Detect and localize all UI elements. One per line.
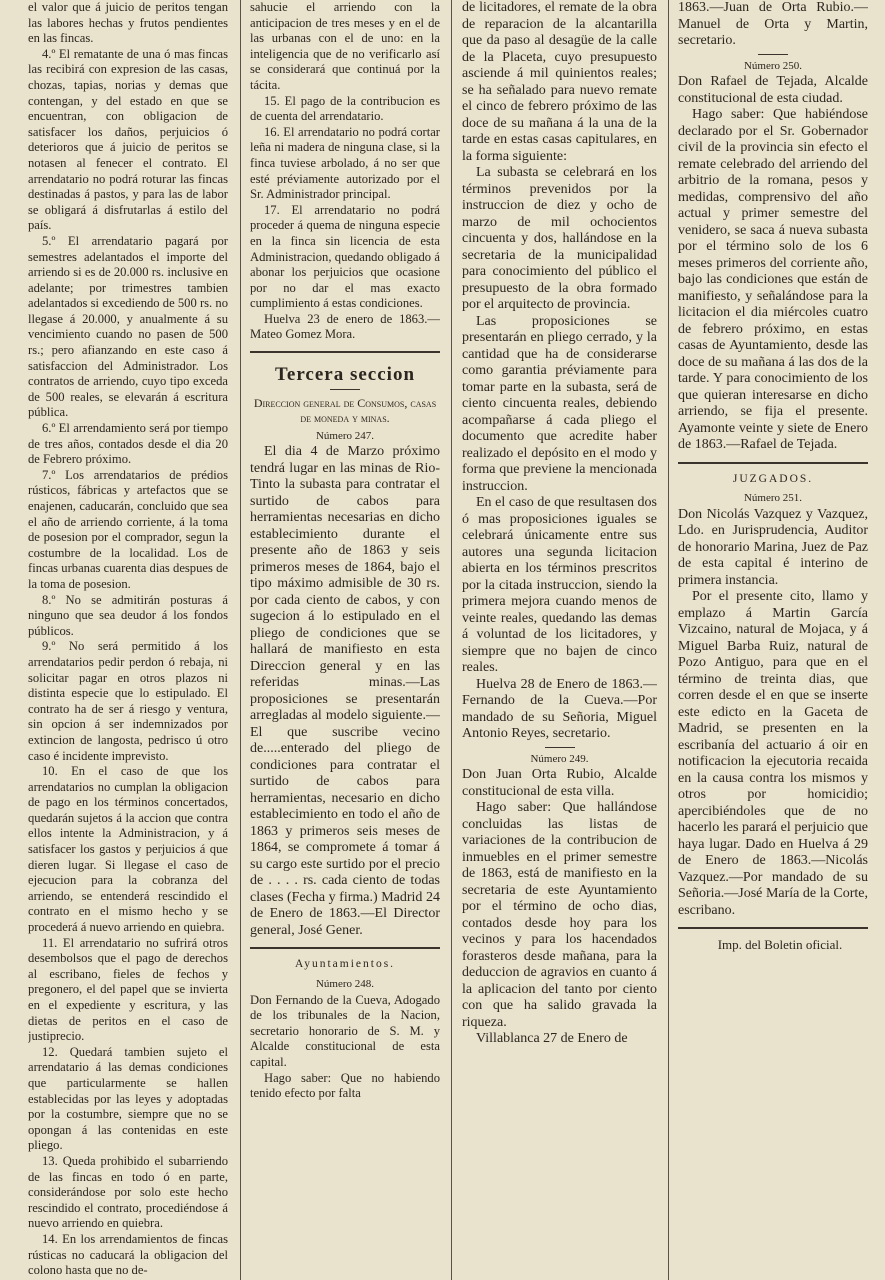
notice-number: Número 250. [743, 59, 803, 72]
notice-number: Número 249. [530, 752, 589, 765]
condition-4: 4.º El rematante de una ó mas fincas las recibirá con expresion de las casas, chozas, tapias, norias y demas que contengan, y del estado en que se encuentran, con obligacion de satisfacer los daños, perjuicios ó deterioros que á juicio de peritos se notasen al fenecer el contrato. El arrendatario no podrá roturar las fincas destinadas á pastos, y para las de labor se obligará á disfrutarlas á estilo del país. [28, 46, 228, 233]
condition-13: 13. Queda prohibido el subarriendo de las fincas en todo ó en parte, considerándose por solo este hecho rescindido el contrato, procediéndose á nuevo arriendo en quiebra. [28, 1153, 228, 1231]
column-rule [240, 0, 241, 1280]
column-rule [451, 0, 452, 1280]
condition-9: 9.º No será permitido á los arrendatarios pedir perdon ó rebaja, ni solicitar pagar en otros plazos ni distinta especie que lo estipulado. El contrato ha de ser á riesgo y ventura, sin opcion á ser indemnizados por extincion de langosta, pedrisco ú otro caso é incidente imprevisto. [28, 639, 228, 763]
signature: Huelva 23 de enero de 1863.—Mateo Gomez Mora. [250, 311, 440, 342]
direction-header: Direccion general de Consumos, casas de moneda y minas. [253, 395, 437, 426]
paragraph: En el caso de que resultasen dos ó mas proposiciones iguales se celebrará únicamente entre sus autores una segunda licitacion abierta en los términos prescritos por la citada instruccion, siendo la primera mejora cuando menos de veinte reales, quedando las demas á voluntad de los licitadores, y siempre que no bajen de cinco reales. [462, 495, 657, 675]
paragraph: Las proposiciones se presentarán en pliego cerrado, y la cantidad que ha de considerarse como garantia préviamente para tomar parte en la subasta, será de ciento cincuenta reales, debiendo acompañarse á cada pliego el documento que acredite haber realizado el depósito en el modo y forma que previene la mencionada instruccion. [462, 313, 657, 494]
notice-247: El dia 4 de Marzo próximo tendrá lugar en las minas de Rio-Tinto la subasta para contratar el surtido de cabos para herramientas necesarias en dicho establecimiento durante el presente año de 1863 y seis primeros meses de 1864, bajo el tipo máximo admisible de 30 rs. por cada ciento de cabos, y con sugecion á lo estipulado en el pliego de condiciones que se hallará de manifiesto en esta Direccion general y en las referidas minas.—Las proposiciones se presentarán arregladas al modelo siguiente.—El que suscribe vecino de.....enterado del pliego de condiciones para contratar el surtido de cabos para herramientas, necesario en dicho establecimiento en todo el año de 1863 y primeros seis meses de 1864, se compromete á tomar á su cargo este surtido por el precio de . . . . rs. cada ciento de todas clases (Fecha y firma.) Madrid 24 de Enero de 1863.—El Director general, José Gener. [250, 444, 440, 938]
ayuntamientos-header: Ayuntamientos. [294, 958, 396, 971]
notice-number: Número 247. [315, 429, 375, 442]
paragraph: La subasta se celebrará en los términos prevenidos por la instruccion de diez y ocho de marzo de mil ochocientos cincuenta y dos, hallándose en la secretaria de la municipalidad para conocimiento del público el presupuesto de la obra formado por el arquitecto de provincia. [462, 165, 657, 312]
condition-12: 12. Quedará tambien sujeto el arrendatario á las demas condiciones que particularmente se hallen establecidas por las leyes y adoptadas por la costumbre, siempre que no se opongan á las contenidas en este pliego. [28, 1044, 228, 1153]
paragraph: sahucie el arriendo con la anticipacion de tres meses y en el de las urbanas con el de uno: en la inteligencia que de no verificarlo así se considerará que continuá por la tácita. [250, 0, 440, 92]
notice-number: Número 248. [315, 978, 375, 991]
notice-248-text: Hago saber: Que no habiendo tenido efecto por falta [250, 1070, 440, 1101]
notice-251-heading: Don Nicolás Vazquez y Vazquez, Ldo. en Jurisprudencia, Auditor de honorario Marina, Juez de Paz de esta capital é interino de primera instancia. [678, 506, 868, 588]
signature: Villablanca 27 de Enero de [476, 1031, 628, 1047]
notice-number: Número 251. [743, 492, 803, 505]
juzgados-header: JUZGADOS. [732, 472, 814, 485]
condition-14: 14. En los arrendamientos de fincas rústicas no caducará la obligacion del colono hasta que no de- [28, 1231, 228, 1278]
paragraph: de licitadores, el remate de la obra de reparacion de la alcantarilla que da paso al desagüe de la calle de la Placeta, cuyo presupuesto asciende á mil quinientos reales; se ha señalado para nuevo remate el cinco de febrero próximo de las doce de su mañana á la una de la tarde en estas casas capitulares, en la forma siguiente: [462, 0, 657, 164]
condition-15: 15. El pago de la contribucion es de cuenta del arrendatario. [250, 93, 440, 124]
notice-249-heading: Don Juan Orta Rubio, Alcalde constitucional de esta villa. [462, 767, 657, 799]
paragraph: el valor que á juicio de peritos tengan las labores hechas y frutos pendientes en las fincas. [28, 0, 228, 46]
imprint: Imp. del Boletin oficial. [717, 937, 843, 953]
condition-6: 6.º El arrendamiento será por tiempo de tres años, contados desde el dia 20 de Febrero próximo. [28, 421, 228, 467]
notice-250-text: Hago saber: Que habiéndose declarado por el Sr. Gobernador civil de la provincia sin efecto el remate celebrado del arriendo del arbitrio de la romana, pesos y medidas, comprensivo del año actual y primer semestre del venidero, se saca á nueva subasta por el término solo de los 6 meses primeros del corriente año, bajo las condiciones que están de manifiesto, y señalándose para la licitacion el dia miércoles cuatro de febrero próximo, en estas casas de Ayuntamiento, desde las doce de su mañana á las dos de la tarde. Y para conocimiento de los que quieran interesarse en dicho arriendo, se fija el presente. Ayamonte veinte y siete de Enero de 1863.—Rafael de Tejada. [678, 107, 868, 453]
condition-7: 7.º Los arrendatarios de prédios rústicos, fábricas y artefactos que se enajenen, caducarán, concluido que sea el año de arriendo corriente, á la toma de posesion por el comprador, segun la costumbre de la localidad. Los de fincas urbanas cuarenta dias despues de la toma de posesion. [28, 467, 228, 591]
divider [330, 389, 360, 390]
column-4 [678, 0, 868, 1280]
section-title: Tercera seccion [274, 364, 416, 386]
divider [678, 462, 868, 464]
condition-8: 8.º No se admitirán posturas á ninguno que sea deudor á los fondos públicos. [28, 592, 228, 638]
column-1 [28, 0, 228, 1280]
column-2 [250, 0, 440, 1280]
divider [250, 351, 440, 353]
condition-17: 17. El arrendatario no podrá proceder á quema de ninguna especie en la finca sin licencia de esta Administracion, quedando obligado á abonar los perjuicios que ocasione por no dar el mas exacto cumplimiento á estas condiciones. [250, 202, 440, 311]
condition-16: 16. El arrendatario no podrá cortar leña ni madera de ninguna clase, si la finca tuviese arbolado, á no ser que esté préviamente autorizado por el Sr. Administrador principal. [250, 124, 440, 202]
notice-248-heading: Don Fernando de la Cueva, Adogado de los tribunales de la Nacion, secretario honorario de S. M. y Alcalde constitucional de esta capital. [250, 992, 440, 1069]
condition-10: 10. En el caso de que los arrendatarios no cumplan la obligacion de pago en los términos concertados, quedarán sujetos á la accion que contra ellos intente la Administracion, y á satisfacer los gastos y perjuicios á que dieren lugar. Si llegase el caso de ejecucion para la cobranza del arriendo, se entenderá rescindido el contrato en el mismo hecho y se procederá á nuevo arriendo en quiebra. [28, 764, 228, 935]
divider [545, 747, 575, 748]
signature: 1863.—Juan de Orta Rubio.—Manuel de Orta y Martin, secretario. [678, 0, 868, 48]
notice-249-text: Hago saber: Que hallándose concluidas las listas de variaciones de la contribucion de inmuebles en el primer semestre de 1863, está de manifiesto en la secretaria de este Ayuntamiento por el término de ocho dias, contados desde hoy para los vecinos y para los hacendados forasteros desde mañana, para la deduccion de agravios en cuanto á la aplicacion del tanto por ciento con que ha salido gravada la riqueza. [462, 800, 657, 1030]
condition-11: 11. El arrendatario no sufrirá otros desembolsos que el pago de derechos al escribano, fieles de fechos y pregonero, el del papel que se invierta en el expediente y escritura, y las dietas de peritos en el caso de justiprecio. [28, 935, 228, 1044]
notice-251-text: Por el presente cito, llamo y emplazo á Martin García Vizcaino, natural de Mojaca, y á Miguel Barba Ruiz, natural de Pozo Antiguo, para que en el término de treinta dias, que corren desde el en que se inserte este edicto en la Gaceta de Madrid, se presenten en la escribanía del actuario á oir en notificacion la ejecutoria recaida en la causa contra los mismos y otros por homicidio; apercibiéndoles que de no hacerlo les parará el perjuicio que haya lugar. Dado en Huelva á 29 de Enero de 1863.—Nicolás Vazquez.—Por mandado de su Señoria.—José María de la Corte, escribano. [678, 589, 868, 918]
signature: Huelva 28 de Enero de 1863.—Fernando de la Cueva.—Por mandado de su Señoria, Miguel Antonio Reyes, secretario. [462, 676, 657, 741]
divider [250, 947, 440, 949]
divider [758, 54, 788, 55]
column-3 [462, 0, 657, 1280]
column-rule [668, 0, 669, 1280]
notice-250-heading: Don Rafael de Tejada, Alcalde constitucional de esta ciudad. [678, 74, 868, 106]
divider [678, 927, 868, 929]
condition-5: 5.º El arrendatario pagará por semestres adelantados el importe del arriendo si es de 20.000 rs. inclusive en adelante; por trimestres tambien adelantados si excediendo de 500 rs. no llegase á 20.000, y anualmente á su vencimiento cuando no pasen de 500 rs.; pero afianzando en este caso á satisfaccion del Administrador. Los contratos de arriendo, cuyo tipo exceda de 500 reales, se elevarán á escritura pública. [28, 233, 228, 420]
